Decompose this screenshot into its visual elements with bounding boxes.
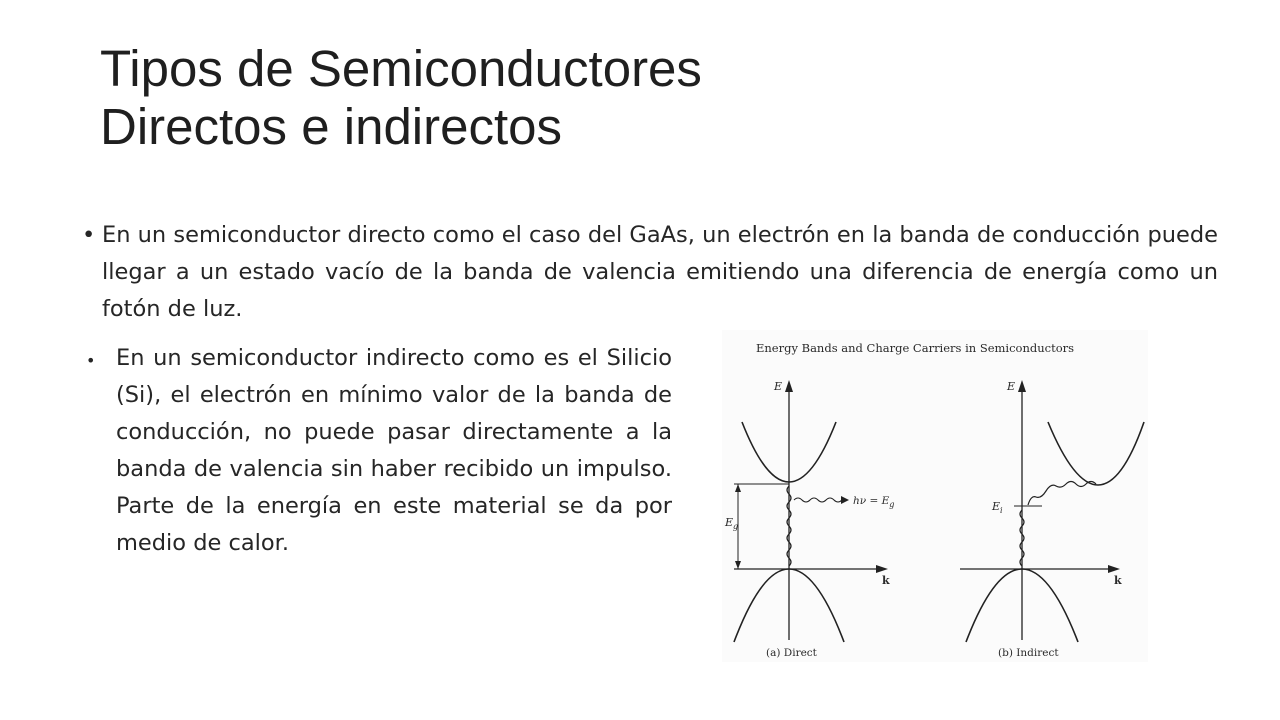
direct-hv-label: $h\nu = E_g$ bbox=[853, 495, 895, 509]
direct-eg-label: $E_g$ bbox=[725, 516, 739, 531]
slide-title bbox=[100, 40, 1100, 156]
indirect-conduction-band bbox=[1048, 422, 1144, 485]
direct-energy-label: E bbox=[774, 380, 783, 393]
bullet-indirect bbox=[80, 340, 672, 562]
direct-eg-arrow-down-icon bbox=[735, 561, 741, 569]
bullet-indirect-text: En un semiconductor indirecto como es el Silicio (Si), el electrón en mínimo valor de la banda de conducción, no puede pasar directamente a la banda de valencia sin haber recibido un impulso. Parte de la energía en este material se da por medio de calor. bbox=[116, 345, 672, 556]
band-diagram-figure bbox=[722, 330, 1148, 662]
direct-caption: (a) Direct bbox=[766, 647, 817, 659]
direct-energy-arrow-icon bbox=[785, 380, 793, 392]
direct-photon-arrow-icon bbox=[841, 496, 849, 504]
bullet-direct-text: En un semiconductor directo como el caso del GaAs, un electrón en la banda de conducción puede llegar a un estado vacío de la banda de valencia emitiendo una diferencia de energía como un fotón de luz. bbox=[102, 222, 1218, 322]
indirect-k-label: k bbox=[1114, 574, 1122, 587]
bullet-direct bbox=[82, 217, 1218, 328]
bullet-dot-icon: • bbox=[86, 351, 96, 370]
direct-diagram bbox=[734, 380, 888, 642]
slide-title-line-1: Tipos de Semiconductores bbox=[100, 40, 702, 97]
indirect-k-arrow-icon bbox=[1108, 565, 1120, 573]
indirect-ei-label: $E_i$ bbox=[992, 500, 1003, 515]
direct-eg-arrow-up-icon bbox=[735, 484, 741, 492]
indirect-energy-arrow-icon bbox=[1018, 380, 1026, 392]
slide-title-line-2: Directos e indirectos bbox=[100, 98, 563, 155]
direct-k-arrow-icon bbox=[876, 565, 888, 573]
bullet-dot-icon: • bbox=[82, 222, 96, 248]
indirect-energy-label: E bbox=[1007, 380, 1016, 393]
direct-k-label: k bbox=[882, 574, 890, 587]
band-diagram-svg bbox=[722, 330, 1148, 662]
indirect-diagram bbox=[960, 380, 1144, 642]
indirect-phonon-wave bbox=[1028, 482, 1096, 506]
figure-title: Energy Bands and Charge Carriers in Semiconductors bbox=[756, 341, 1075, 355]
direct-photon-wave bbox=[794, 498, 842, 502]
indirect-caption: (b) Indirect bbox=[998, 647, 1059, 659]
